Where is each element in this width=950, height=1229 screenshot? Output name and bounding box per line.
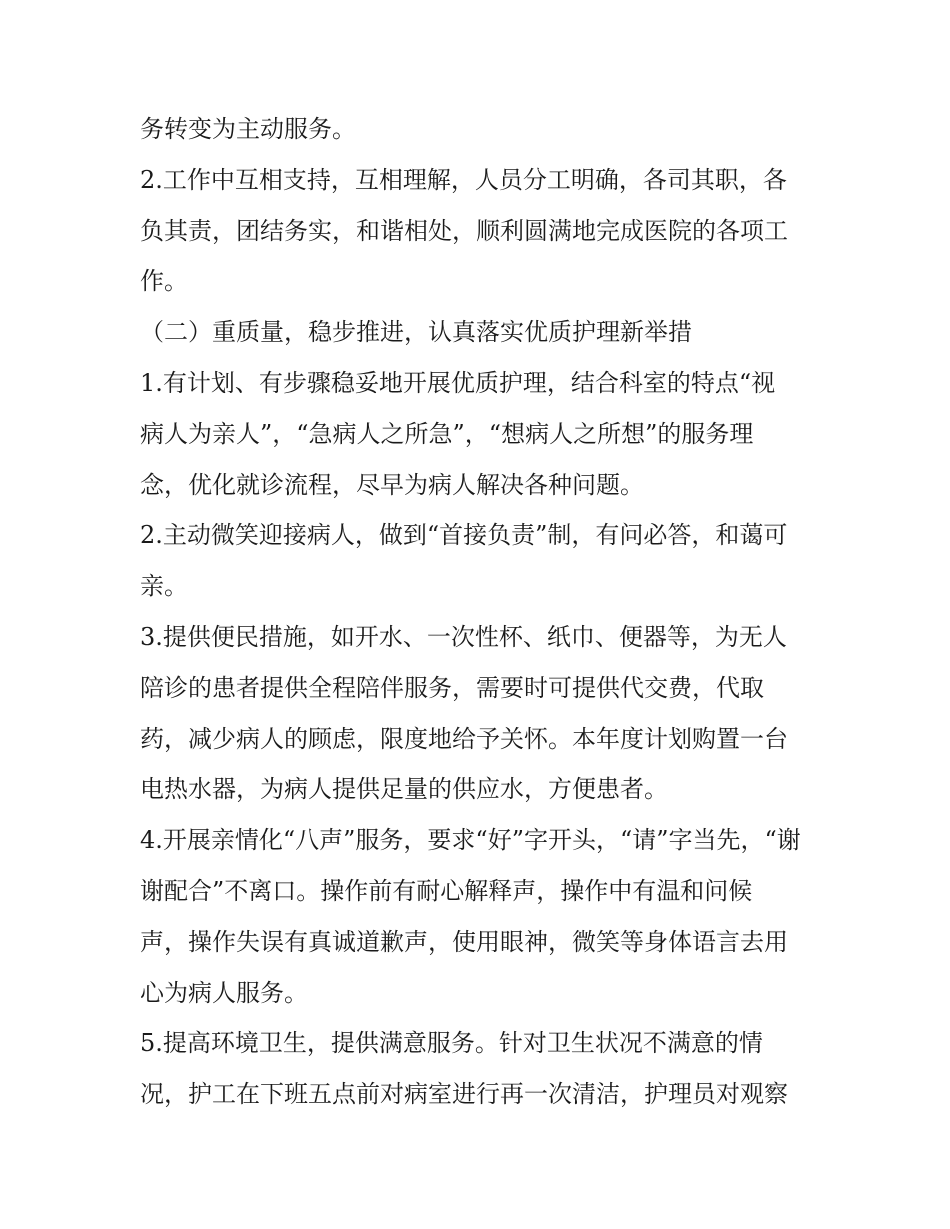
text-line: 病人为亲人”，“急病人之所急”，“想病人之所想”的服务理 <box>140 419 754 448</box>
text-line: 心为病人服务。 <box>140 978 308 1007</box>
text-line: 陪诊的患者提供全程陪伴服务，需要时可提供代交费，代取 <box>140 673 764 702</box>
text-line: 2.工作中互相支持，互相理解，人员分工明确，各司其职，各 <box>140 165 787 194</box>
text-line: 4.开展亲情化“八声”服务，要求“好”字开头，“请”字当先，“谢 <box>140 826 801 855</box>
text-line: 3.提供便民措施，如开水、一次性杯、纸巾、便器等，为无人 <box>140 622 787 651</box>
body-text <box>140 107 820 1123</box>
text-line: 1.有计划、有步骤稳妥地开展优质护理，结合科室的特点“视 <box>140 368 776 397</box>
text-line: 声，操作失误有真诚道歉声，使用眼神，微笑等身体语言去用 <box>140 927 788 956</box>
text-line: 2.主动微笑迎接病人，做到“首接负责”制，有问必答，和蔼可 <box>140 521 788 550</box>
text-line: 务转变为主动服务。 <box>140 115 356 143</box>
text-line: 念，优化就诊流程，尽早为病人解决各种问题。 <box>140 470 644 499</box>
text-line: 5.提高环境卫生，提供满意服务。针对卫生状况不满意的情 <box>140 1029 763 1058</box>
text-line: 药，减少病人的顾虑，限度地给予关怀。本年度计划购置一台 <box>140 724 788 753</box>
section-heading: （二）重质量，稳步推进，认真落实优质护理新举措 <box>140 318 692 347</box>
text-line: 谢配合”不离口。操作前有耐心解释声，操作中有温和问候 <box>140 876 753 905</box>
text-line: 作。 <box>140 267 188 296</box>
text-line: 况，护工在下班五点前对病室进行再一次清洁，护理员对观察 <box>140 1080 788 1109</box>
text-line: 亲。 <box>140 572 188 601</box>
text-line: 电热水器，为病人提供足量的供应水，方便患者。 <box>140 775 668 804</box>
text-line: 负其责，团结务实，和谐相处，顺利圆满地完成医院的各项工 <box>140 216 788 245</box>
